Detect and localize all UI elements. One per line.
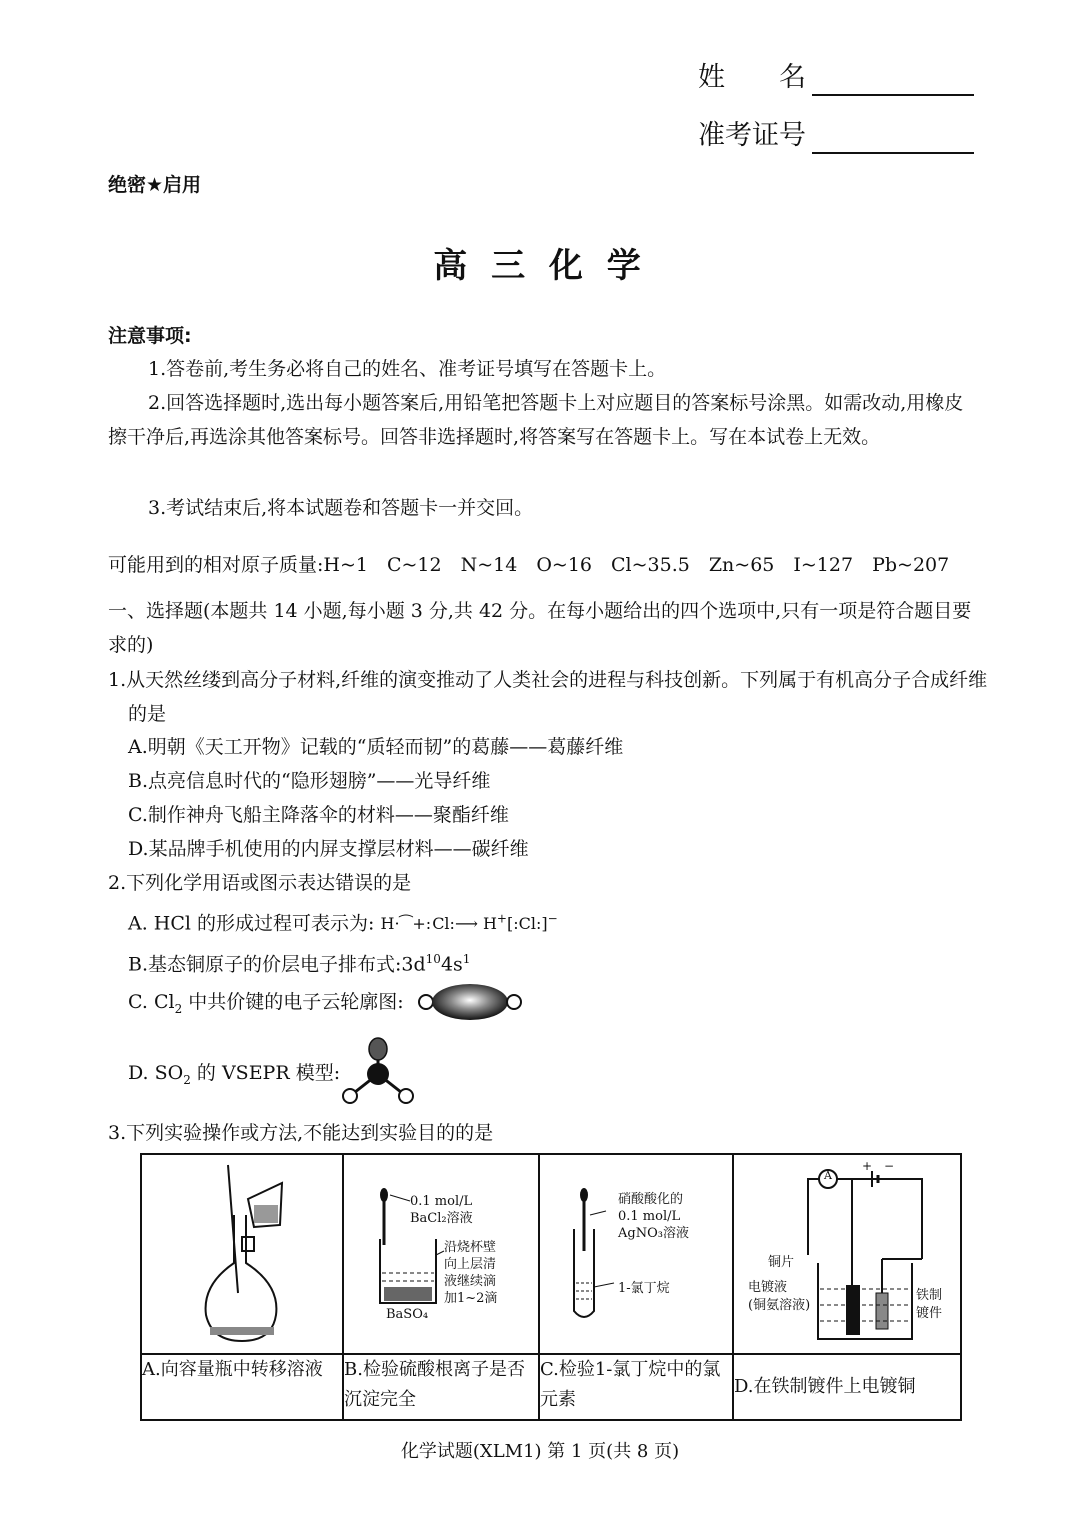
q1-option-b: B.点亮信息时代的“隐形翅膀”——光导纤维	[128, 770, 491, 792]
experiment-b-figure	[343, 1154, 539, 1354]
section-heading: 一、选择题(本题共 14 小题,每小题 3 分,共 42 分。在每小题给出的四个选项中,只有一项是符合题目要求的)	[108, 600, 972, 656]
atomic-mass-line: 可能用到的相对原子质量:H~1 C~12 N~14 O~16 Cl~35.5 Zn~65 I~127 Pb~207	[108, 554, 950, 576]
exam-id-blank[interactable]	[812, 126, 974, 154]
iron-part-label-1: 铁制	[916, 1288, 943, 1303]
experiment-c-figure	[539, 1154, 733, 1354]
agno3-concentration-label: 0.1 mol/L	[618, 1209, 681, 1224]
experiment-c-caption: C.检验1-氯丁烷中的氯元素	[539, 1354, 733, 1420]
bacl2-concentration-label: 0.1 mol/L	[410, 1194, 473, 1209]
note-item-1: 1.答卷前,考生务必将自己的姓名、准考证号填写在答题卡上。	[148, 358, 667, 380]
experiment-a-caption: A.向容量瓶中转移溶液	[141, 1354, 343, 1420]
test-tube-illustration	[540, 1155, 732, 1349]
question-2-stem: 2.下列化学用语或图示表达错误的是	[108, 872, 412, 894]
experiment-a-figure	[141, 1154, 343, 1354]
note-item-2: 2.回答选择题时,选出每小题答案后,用铅笔把答题卡上对应题目的答案标号涂黑。如需改动,用橡皮擦干净后,再选涂其他答案标号。回答非选择题时,将答案写在答题卡上。写在本试卷上无效。	[108, 392, 964, 448]
question-1-stem: 1.从天然丝缕到高分子材料,纤维的演变推动了人类社会的进程与科技创新。下列属于有机高分子合成纤维的是	[108, 669, 988, 725]
q1-option-d: D.某品牌手机使用的内屏支撑层材料——碳纤维	[128, 838, 529, 860]
step-note-line-3: 液继续滴	[444, 1274, 497, 1289]
step-note-line-4: 加1~2滴	[444, 1291, 498, 1306]
ammeter-label: A	[824, 1169, 832, 1182]
copper-ammonia-label: (铜氨溶液)	[748, 1298, 811, 1313]
exam-id-field	[698, 118, 974, 154]
note-item-3: 3.考试结束后,将本试题卷和答题卡一并交回。	[148, 497, 534, 519]
name-field	[698, 60, 974, 96]
step-note-line-1: 沿烧杯壁	[444, 1240, 497, 1255]
positive-terminal-label: +	[862, 1159, 873, 1173]
cl2-electron-cloud-image	[416, 980, 526, 1024]
name-blank[interactable]	[812, 68, 974, 96]
iron-part-label-2: 镀件	[916, 1306, 943, 1321]
agno3-acid-label: 硝酸酸化的	[618, 1192, 684, 1207]
q2-option-d: D. $SO_2$ 的 VSEPR 模型:	[128, 1062, 341, 1087]
notes-heading: 注意事项:	[108, 325, 192, 347]
name-label: 姓 名	[698, 62, 806, 93]
q2-option-a: A. HCl 的形成过程可表示为: H·⁀+:Cl:⟶ H+[:Cl:]−	[128, 912, 558, 935]
q2-option-c: C. $Cl_2$ 中共价键的电子云轮廓图:	[128, 991, 404, 1016]
experiment-b-caption: B.检验硫酸根离子是否沉淀完全	[343, 1354, 539, 1420]
question-3-stem: 3.下列实验操作或方法,不能达到实验目的的是	[108, 1122, 494, 1144]
volumetric-flask-illustration	[142, 1155, 342, 1349]
q1-option-a: A.明朝《天工开物》记载的“质轻而韧”的葛藤——葛藤纤维	[128, 736, 624, 758]
bacl2-solution-label: BaCl₂溶液	[410, 1211, 473, 1226]
q1-option-c: C.制作神舟飞船主降落伞的材料——聚酯纤维	[128, 804, 509, 826]
q2-option-b: B.基态铜原子的价层电子排布式$:3d^{10}4s^1$	[128, 952, 471, 976]
page-footer: 化学试题(XLM1) 第 1 页(共 8 页)	[400, 1441, 680, 1462]
secret-mark: 绝密★启用	[108, 174, 202, 196]
chlorobutane-label: 1-氯丁烷	[618, 1281, 670, 1296]
negative-terminal-label: −	[884, 1159, 895, 1173]
experiment-table	[140, 1153, 962, 1421]
baso4-label: BaSO₄	[386, 1307, 429, 1322]
experiment-d-figure	[733, 1154, 961, 1354]
step-note-line-2: 向上层清	[444, 1257, 497, 1272]
beaker-dropper-illustration	[344, 1155, 538, 1349]
so2-vsepr-model-image	[336, 1036, 420, 1108]
experiment-d-caption: D.在铁制镀件上电镀铜	[733, 1354, 961, 1420]
agno3-solution-label: AgNO₃溶液	[618, 1226, 689, 1241]
plating-solution-label: 电镀液	[748, 1280, 788, 1295]
hcl-formation-diagram: H·⁀+:Cl:⟶ H+[:Cl:]−	[380, 912, 558, 934]
exam-id-label: 准考证号	[698, 120, 806, 151]
copper-plate-label: 铜片	[768, 1255, 795, 1270]
page-title: 高 三 化 学	[433, 246, 647, 286]
